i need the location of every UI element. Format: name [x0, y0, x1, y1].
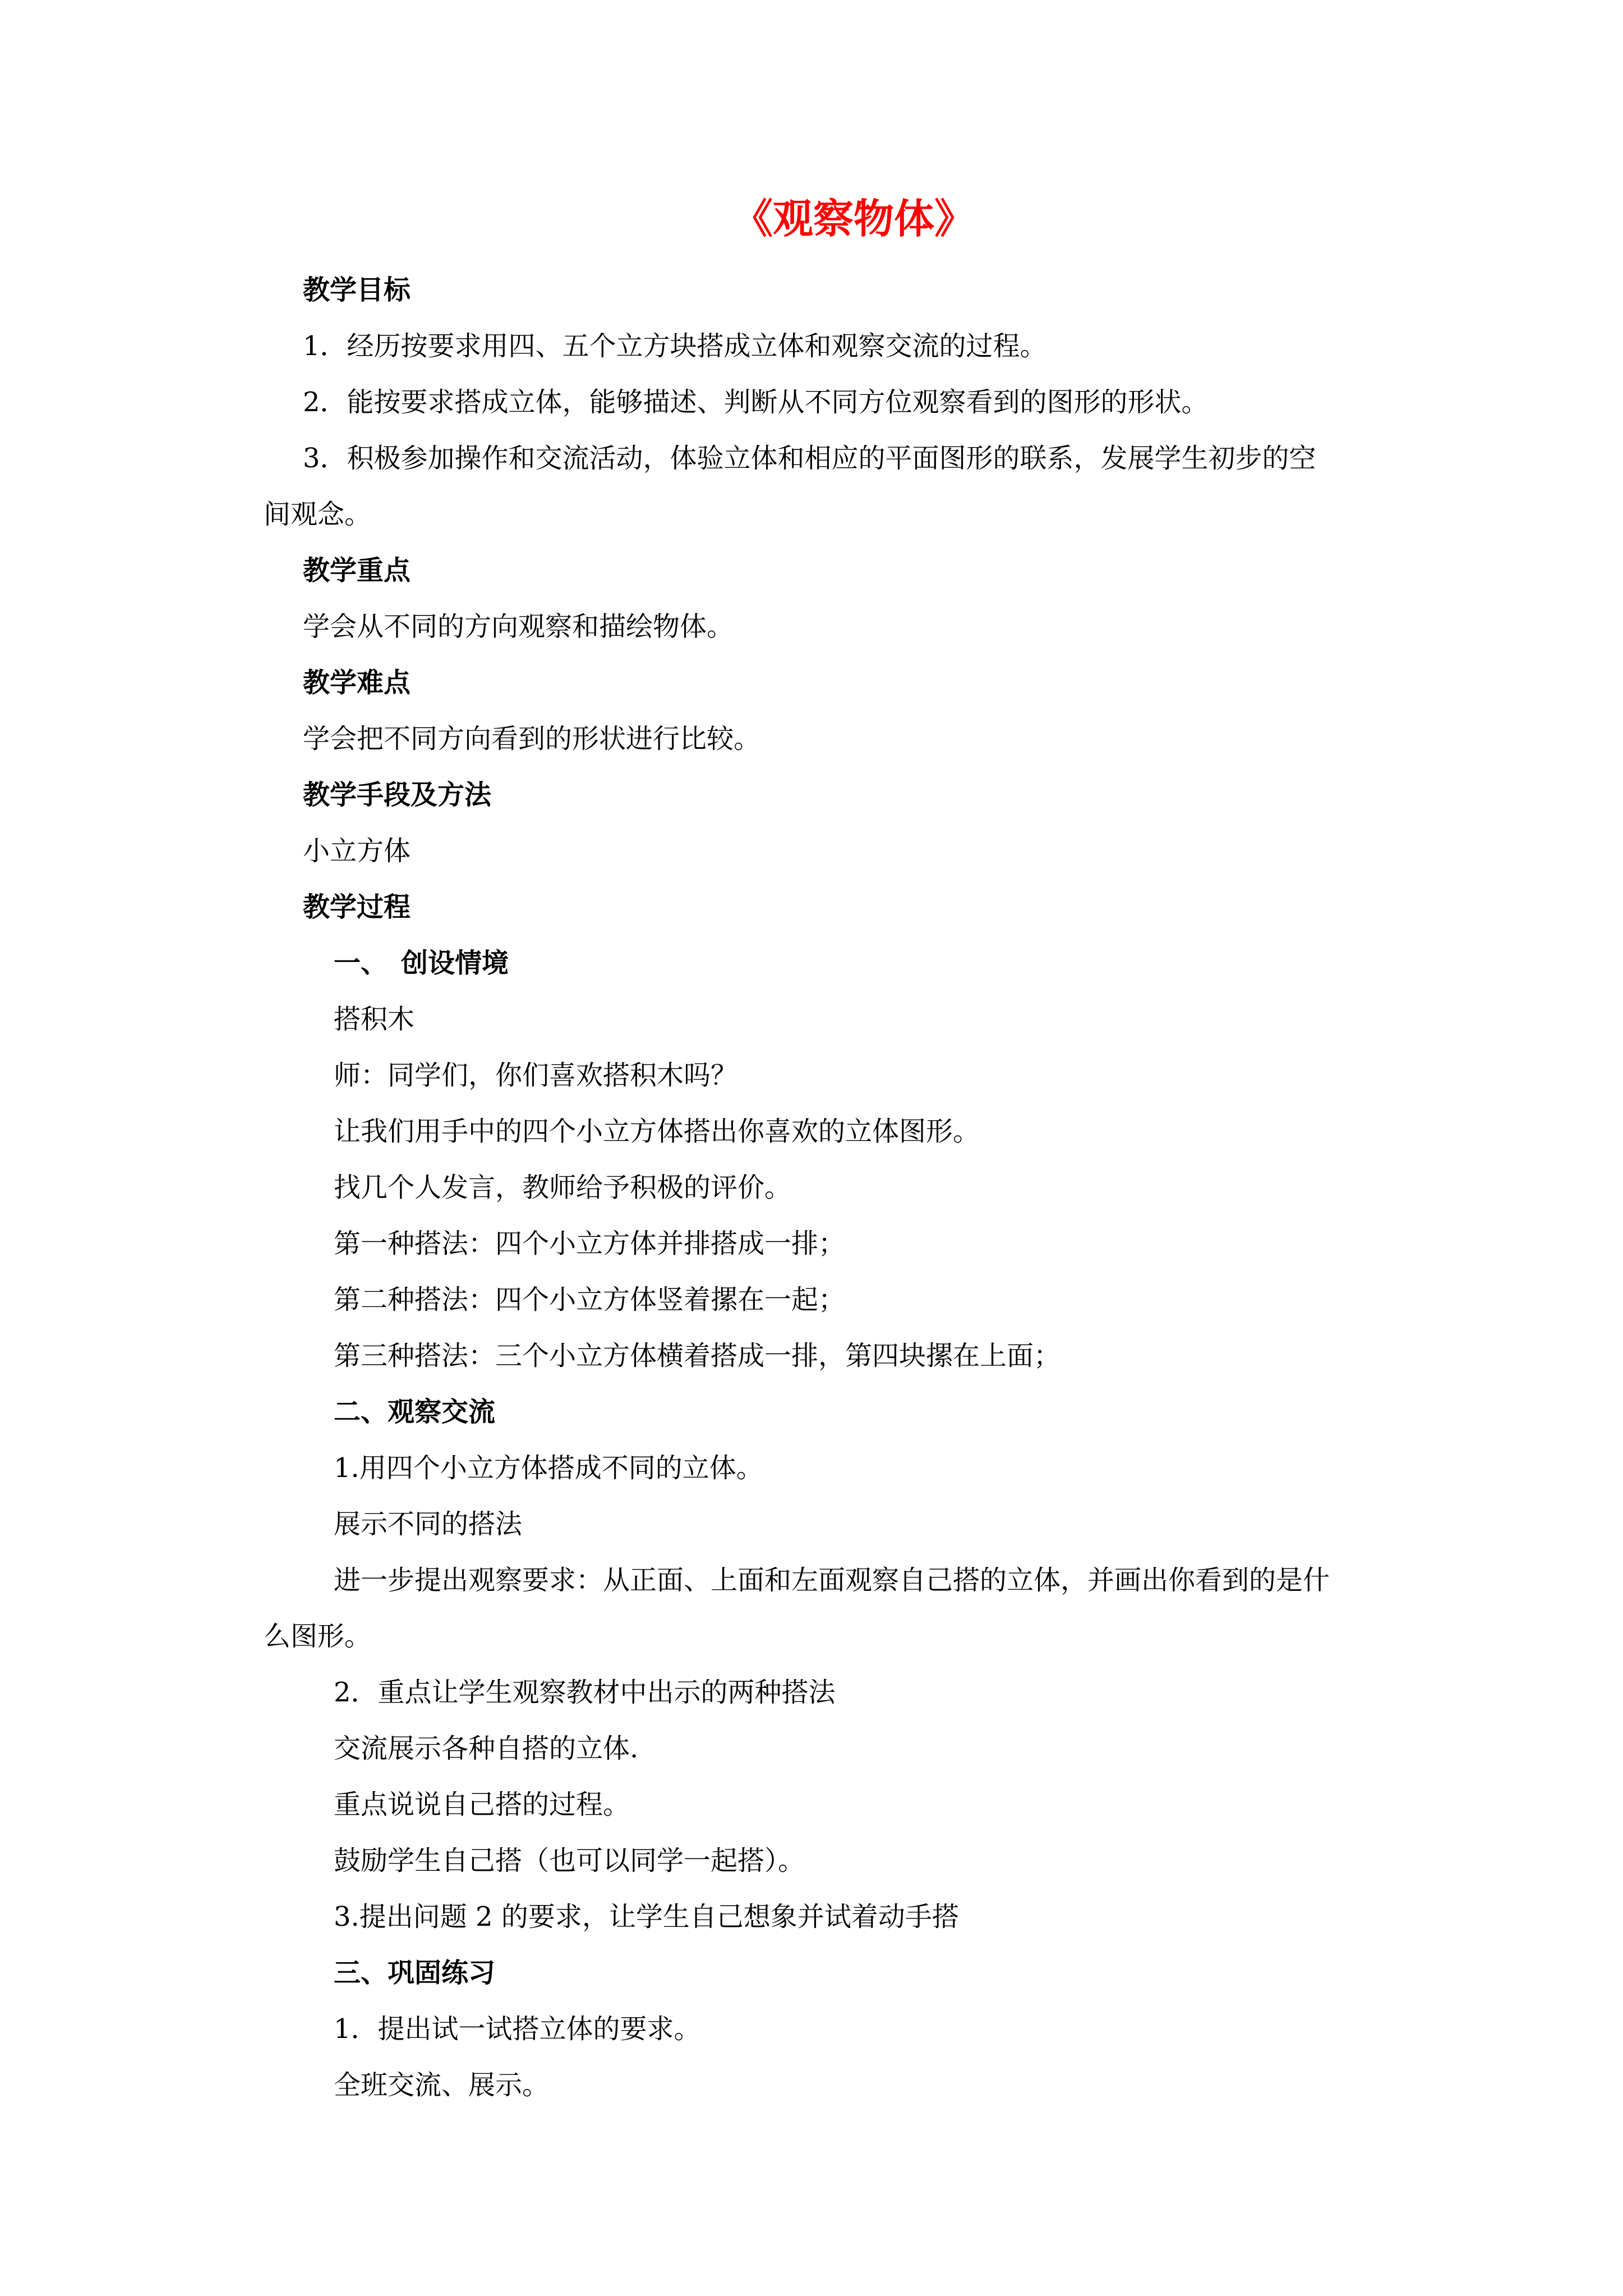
difficulties-text: 学会把不同方向看到的形状进行比较。: [303, 723, 761, 754]
paragraph: 第三种搭法：三个小立方体横着搭成一排，第四块摞在上面；: [334, 1340, 1061, 1372]
paragraph: 1．提出试一试搭立体的要求。: [334, 2013, 701, 2045]
paragraph: 重点说说自己搭的过程。: [334, 1789, 630, 1820]
paragraph: 鼓励学生自己搭（也可以同学一起搭）。: [334, 1845, 805, 1876]
paragraph: 第一种搭法：四个小立方体并排搭成一排；: [334, 1228, 846, 1259]
heading-difficulties: 教学难点: [303, 667, 411, 698]
paragraph: 让我们用手中的四个小立方体搭出你喜欢的立体图形。: [334, 1116, 980, 1147]
paragraph: 3.提出问题 2 的要求，让学生自己想象并试着动手搭: [334, 1901, 959, 1932]
document-title: 《观察物体》: [732, 195, 975, 242]
paragraph: 进一步提出观察要求：从正面、上面和左面观察自己搭的立体，并画出你看到的是什: [334, 1565, 1330, 1596]
methods-text: 小立方体: [303, 835, 411, 867]
heading-key-points: 教学重点: [303, 555, 411, 586]
section-1-heading: 一、 创设情境: [334, 947, 509, 979]
paragraph: 师：同学们，你们喜欢搭积木吗？: [334, 1060, 738, 1091]
paragraph: 找几个人发言，教师给予积极的评价。: [334, 1172, 792, 1203]
heading-methods: 教学手段及方法: [303, 779, 492, 811]
paragraph: 1.用四个小立方体搭成不同的立体。: [334, 1452, 763, 1484]
paragraph: 全班交流、展示。: [334, 2069, 550, 2101]
section-3-heading: 三、巩固练习: [334, 1957, 496, 1989]
section-2-heading: 二、观察交流: [334, 1396, 496, 1428]
objective-3-continued: 间观念。: [264, 499, 372, 530]
objective-2: 2．能按要求搭成立体，能够描述、判断从不同方位观察看到的图形的形状。: [303, 386, 1209, 418]
paragraph: 搭积木: [334, 1004, 415, 1035]
key-points-text: 学会从不同的方向观察和描绘物体。: [303, 611, 734, 642]
paragraph: 第二种搭法：四个小立方体竖着摞在一起；: [334, 1284, 846, 1315]
paragraph-continued: 么图形。: [264, 1621, 372, 1652]
paragraph: 交流展示各种自搭的立体.: [334, 1733, 639, 1764]
heading-process: 教学过程: [303, 891, 411, 923]
paragraph: 展示不同的搭法: [334, 1508, 523, 1540]
objective-3: 3．积极参加操作和交流活动，体验立体和相应的平面图形的联系，发展学生初步的空: [303, 443, 1316, 474]
objective-1: 1．经历按要求用四、五个立方块搭成立体和观察交流的过程。: [303, 330, 1047, 362]
heading-teaching-objectives: 教学目标: [303, 274, 411, 306]
paragraph: 2．重点让学生观察教材中出示的两种搭法: [334, 1677, 836, 1708]
